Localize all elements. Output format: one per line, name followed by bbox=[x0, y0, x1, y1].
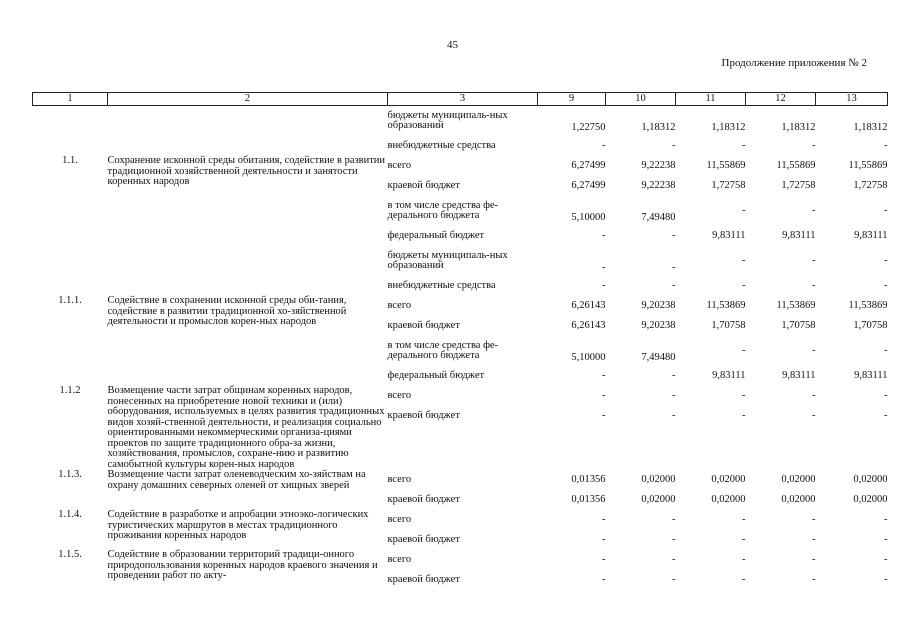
amount-value: - bbox=[812, 573, 816, 585]
value-cell-col-13 bbox=[816, 510, 888, 550]
amount-value: - bbox=[742, 139, 746, 151]
value-cell-col-9 bbox=[538, 510, 606, 550]
amount-value: 1,18312 bbox=[781, 121, 816, 133]
value-cell-col-9 bbox=[538, 106, 606, 157]
value-cell-col-9 bbox=[538, 296, 606, 386]
value-cell-col-9 bbox=[538, 470, 606, 510]
amount-value: - bbox=[602, 513, 606, 525]
amount-value: 1,70758 bbox=[711, 319, 746, 331]
amount-value: - bbox=[812, 139, 816, 151]
column-header-12: 12 bbox=[746, 93, 816, 106]
column-header-11: 11 bbox=[676, 93, 746, 106]
value-cell-col-11 bbox=[676, 296, 746, 386]
amount-value: - bbox=[884, 513, 888, 525]
table-row bbox=[33, 550, 888, 590]
item-code: 1.1.1. bbox=[58, 295, 82, 306]
amount-value: 0,01356 bbox=[571, 473, 606, 485]
item-code: 1.1.4. bbox=[58, 509, 82, 520]
funding-source: краевой бюджет bbox=[387, 573, 460, 585]
amount-value: - bbox=[884, 204, 888, 216]
funding-source: краевой бюджет bbox=[387, 533, 460, 545]
amount-value: - bbox=[602, 533, 606, 545]
amount-value: - bbox=[812, 409, 816, 421]
amount-value: 1,18312 bbox=[853, 121, 888, 133]
value-cell-col-13 bbox=[816, 156, 888, 296]
amount-value: - bbox=[672, 513, 676, 525]
table-row bbox=[33, 510, 888, 550]
amount-value: 6,27499 bbox=[571, 179, 606, 191]
amount-value: 1,72758 bbox=[853, 179, 888, 191]
amount-value: 0,02000 bbox=[781, 473, 816, 485]
amount-value: - bbox=[884, 389, 888, 401]
amount-value: 1,18312 bbox=[711, 121, 746, 133]
value-cell-col-10 bbox=[606, 510, 676, 550]
item-name: Содействие в сохранении исконной среды оби-тания, содействие в развитии традиционной хо-зяйственной деятельности и промыслов корен-ных народов bbox=[107, 295, 347, 327]
column-header-10: 10 bbox=[606, 93, 676, 106]
column-header-1: 1 bbox=[33, 93, 108, 106]
column-header-9: 9 bbox=[538, 93, 606, 106]
amount-value: 1,70758 bbox=[781, 319, 816, 331]
table-row bbox=[33, 156, 888, 296]
value-cell-col-13 bbox=[816, 296, 888, 386]
amount-value: 0,02000 bbox=[853, 493, 888, 505]
amount-value: - bbox=[672, 533, 676, 545]
amount-value: - bbox=[602, 139, 606, 151]
amount-value: 7,49480 bbox=[641, 351, 676, 363]
amount-value: 11,53869 bbox=[706, 299, 746, 311]
item-code: 1.1.3. bbox=[58, 469, 82, 480]
value-cell-col-11 bbox=[676, 550, 746, 590]
funding-source: краевой бюджет bbox=[387, 179, 460, 191]
amount-value: 9,83111 bbox=[782, 369, 816, 381]
amount-value: - bbox=[812, 279, 816, 291]
value-cell-col-10 bbox=[606, 106, 676, 157]
amount-value: - bbox=[884, 254, 888, 266]
amount-value: 11,55869 bbox=[706, 159, 746, 171]
amount-value: - bbox=[602, 389, 606, 401]
item-name: Сохранение исконной среды обитания, содействие в развитии традиционной хозяйственной деятельности и занятости коренных народов bbox=[107, 155, 386, 187]
amount-value: - bbox=[812, 553, 816, 565]
funding-source-cell bbox=[388, 510, 538, 550]
amount-value: 5,10000 bbox=[571, 351, 606, 363]
amount-value: - bbox=[672, 229, 676, 241]
amount-value: - bbox=[602, 261, 606, 273]
value-cell-col-11 bbox=[676, 156, 746, 296]
table-row bbox=[33, 386, 888, 470]
appendix-continuation-label: Продолжение приложения № 2 bbox=[721, 57, 867, 69]
amount-value: 9,20238 bbox=[641, 319, 676, 331]
value-cell-col-10 bbox=[606, 550, 676, 590]
amount-value: - bbox=[812, 533, 816, 545]
funding-source-cell bbox=[388, 470, 538, 510]
table-body bbox=[33, 106, 888, 591]
budget-table bbox=[32, 92, 888, 590]
funding-source: всего bbox=[387, 159, 412, 171]
amount-value: 1,18312 bbox=[641, 121, 676, 133]
amount-value: - bbox=[884, 409, 888, 421]
amount-value: 0,02000 bbox=[781, 493, 816, 505]
funding-source: внебюджетные средства bbox=[387, 139, 496, 151]
funding-source: бюджеты муниципаль-ных образований bbox=[387, 249, 508, 271]
funding-source: краевой бюджет bbox=[387, 493, 460, 505]
amount-value: - bbox=[884, 553, 888, 565]
amount-value: - bbox=[672, 573, 676, 585]
value-cell-col-9 bbox=[538, 386, 606, 470]
funding-source: внебюджетные средства bbox=[387, 279, 496, 291]
value-cell-col-13 bbox=[816, 386, 888, 470]
amount-value: - bbox=[884, 344, 888, 356]
amount-value: - bbox=[672, 389, 676, 401]
amount-value: 0,02000 bbox=[853, 473, 888, 485]
amount-value: - bbox=[884, 139, 888, 151]
value-cell-col-13 bbox=[816, 470, 888, 510]
amount-value: - bbox=[812, 513, 816, 525]
amount-value: 1,72758 bbox=[711, 179, 746, 191]
value-cell-col-13 bbox=[816, 106, 888, 157]
amount-value: 7,49480 bbox=[641, 211, 676, 223]
funding-source-cell bbox=[388, 550, 538, 590]
amount-value: - bbox=[742, 279, 746, 291]
amount-value: - bbox=[742, 533, 746, 545]
item-code bbox=[33, 106, 108, 157]
value-cell-col-12 bbox=[746, 156, 816, 296]
item-name: Возмещение части затрат общинам коренных народов, понесенных на приобретение новой техники и (или) оборудования, используемых в целях развития традиционных видов хозяй-ственной деятельности, и реализация социально ориентированными некоммерческими организа-циями проектов по защите традиционного обра-за жизни, хозяйствования, промыслов, сохране-нию и развитию самобытной культуры корен-ных народов bbox=[107, 385, 385, 470]
amount-value: 0,02000 bbox=[711, 473, 746, 485]
amount-value: 6,27499 bbox=[571, 159, 606, 171]
amount-value: - bbox=[884, 279, 888, 291]
funding-source: всего bbox=[387, 299, 412, 311]
funding-source: бюджеты муниципаль-ных образований bbox=[387, 109, 508, 131]
column-header-13: 13 bbox=[816, 93, 888, 106]
funding-source: краевой бюджет bbox=[387, 319, 460, 331]
funding-source-cell bbox=[388, 106, 538, 157]
value-cell-col-9 bbox=[538, 550, 606, 590]
value-cell-col-11 bbox=[676, 106, 746, 157]
amount-value: - bbox=[884, 533, 888, 545]
amount-value: - bbox=[602, 409, 606, 421]
value-cell-col-9 bbox=[538, 156, 606, 296]
value-cell-col-12 bbox=[746, 386, 816, 470]
value-cell-col-10 bbox=[606, 296, 676, 386]
item-code: 1.1. bbox=[62, 155, 78, 166]
amount-value: - bbox=[602, 573, 606, 585]
item-name: Возмещение части затрат оленеводческим хо-зяйствам на охрану домашних северных оленей от хищных зверей bbox=[107, 469, 366, 491]
value-cell-col-13 bbox=[816, 550, 888, 590]
amount-value: - bbox=[742, 344, 746, 356]
value-cell-col-11 bbox=[676, 386, 746, 470]
amount-value: 9,22238 bbox=[641, 159, 676, 171]
value-cell-col-12 bbox=[746, 470, 816, 510]
item-code: 1.1.5. bbox=[58, 549, 82, 560]
item-name: Содействие в разработке и апробации этноэко-логических туристических маршрутов в местах традиционного проживания коренных народов bbox=[107, 509, 369, 541]
funding-source: всего bbox=[387, 553, 412, 565]
amount-value: - bbox=[812, 389, 816, 401]
amount-value: - bbox=[672, 261, 676, 273]
funding-source-cell bbox=[388, 386, 538, 470]
table-row bbox=[33, 296, 888, 386]
value-cell-col-10 bbox=[606, 156, 676, 296]
amount-value: - bbox=[742, 389, 746, 401]
table-row bbox=[33, 470, 888, 510]
amount-value: - bbox=[602, 279, 606, 291]
amount-value: - bbox=[812, 254, 816, 266]
item-name bbox=[108, 106, 388, 157]
amount-value: 5,10000 bbox=[571, 211, 606, 223]
amount-value: 9,83111 bbox=[854, 229, 888, 241]
amount-value: 9,83111 bbox=[854, 369, 888, 381]
amount-value: 11,53869 bbox=[776, 299, 816, 311]
amount-value: - bbox=[742, 513, 746, 525]
amount-value: - bbox=[812, 204, 816, 216]
item-code: 1.1.2 bbox=[59, 385, 81, 396]
page-number: 45 bbox=[447, 39, 458, 51]
funding-source: федеральный бюджет bbox=[387, 369, 485, 381]
column-header-3: 3 bbox=[388, 93, 538, 106]
funding-source: краевой бюджет bbox=[387, 409, 460, 421]
amount-value: - bbox=[602, 553, 606, 565]
amount-value: 9,83111 bbox=[712, 229, 746, 241]
table-header-row bbox=[33, 93, 888, 106]
amount-value: - bbox=[672, 553, 676, 565]
amount-value: - bbox=[672, 279, 676, 291]
amount-value: 1,72758 bbox=[781, 179, 816, 191]
amount-value: - bbox=[742, 204, 746, 216]
column-header-2: 2 bbox=[108, 93, 388, 106]
amount-value: 11,55869 bbox=[776, 159, 816, 171]
amount-value: - bbox=[884, 573, 888, 585]
amount-value: 1,22750 bbox=[571, 121, 606, 133]
value-cell-col-10 bbox=[606, 470, 676, 510]
amount-value: 9,83111 bbox=[782, 229, 816, 241]
amount-value: 9,22238 bbox=[641, 179, 676, 191]
amount-value: 6,26143 bbox=[571, 319, 606, 331]
amount-value: 11,55869 bbox=[848, 159, 888, 171]
amount-value: 0,02000 bbox=[641, 493, 676, 505]
amount-value: - bbox=[742, 254, 746, 266]
funding-source: всего bbox=[387, 513, 412, 525]
item-name: Содействие в образовании территорий традици-онного природопользования коренных народов краевого значения и проведении работ по акту- bbox=[107, 549, 378, 581]
amount-value: - bbox=[812, 344, 816, 356]
value-cell-col-12 bbox=[746, 106, 816, 157]
amount-value: 0,01356 bbox=[571, 493, 606, 505]
amount-value: 11,53869 bbox=[848, 299, 888, 311]
amount-value: - bbox=[602, 229, 606, 241]
funding-source-cell bbox=[388, 156, 538, 296]
table-row bbox=[33, 106, 888, 157]
value-cell-col-12 bbox=[746, 550, 816, 590]
funding-source: всего bbox=[387, 473, 412, 485]
amount-value: 0,02000 bbox=[641, 473, 676, 485]
amount-value: - bbox=[672, 139, 676, 151]
funding-source: федеральный бюджет bbox=[387, 229, 485, 241]
amount-value: - bbox=[742, 553, 746, 565]
amount-value: 9,83111 bbox=[712, 369, 746, 381]
value-cell-col-11 bbox=[676, 510, 746, 550]
funding-source: в том числе средства фе-дерального бюджета bbox=[387, 199, 499, 221]
amount-value: 1,70758 bbox=[853, 319, 888, 331]
amount-value: 6,26143 bbox=[571, 299, 606, 311]
amount-value: 9,20238 bbox=[641, 299, 676, 311]
value-cell-col-10 bbox=[606, 386, 676, 470]
amount-value: - bbox=[602, 369, 606, 381]
amount-value: 0,02000 bbox=[711, 493, 746, 505]
value-cell-col-12 bbox=[746, 296, 816, 386]
amount-value: - bbox=[672, 409, 676, 421]
value-cell-col-11 bbox=[676, 470, 746, 510]
amount-value: - bbox=[742, 573, 746, 585]
funding-source-cell bbox=[388, 296, 538, 386]
funding-source: в том числе средства фе-дерального бюджета bbox=[387, 339, 499, 361]
amount-value: - bbox=[672, 369, 676, 381]
funding-source: всего bbox=[387, 389, 412, 401]
amount-value: - bbox=[742, 409, 746, 421]
value-cell-col-12 bbox=[746, 510, 816, 550]
